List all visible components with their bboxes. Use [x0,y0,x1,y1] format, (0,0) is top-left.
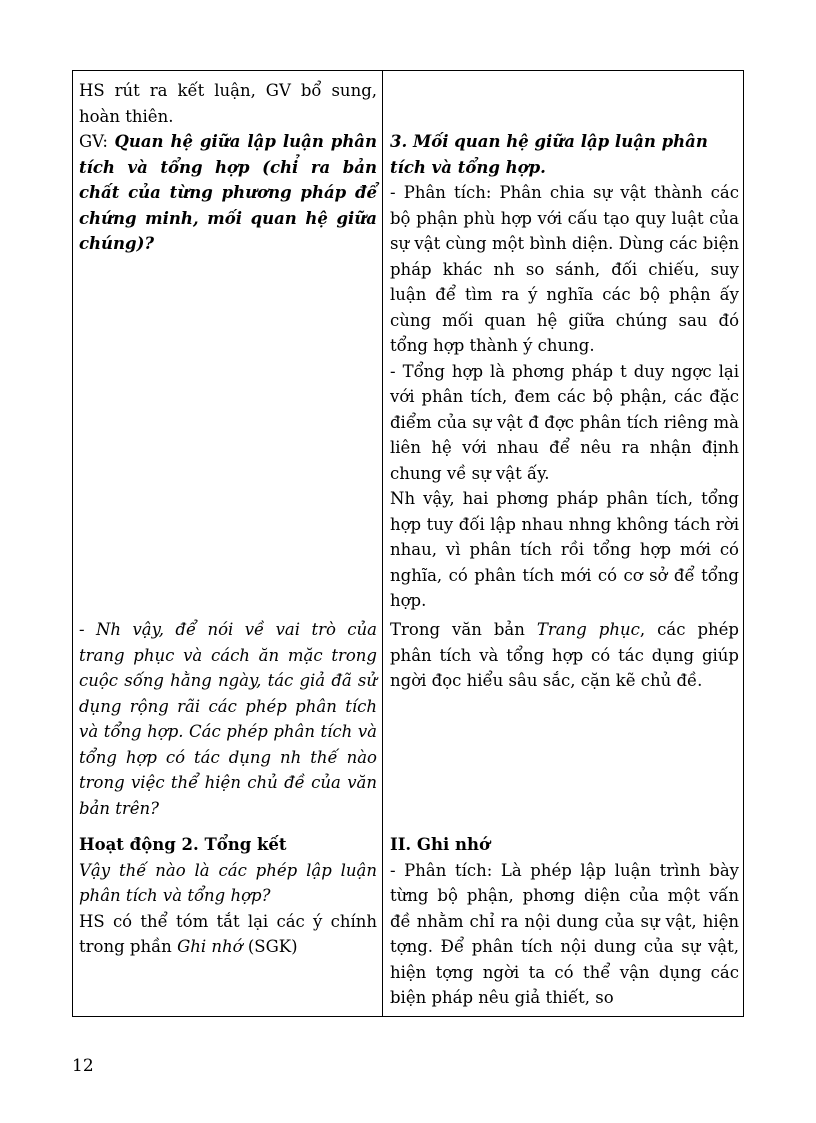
summary-note [79,909,377,960]
summary-note-after: (SGK) [242,937,298,956]
question-prefix: GV: [79,132,115,151]
conclusion-note: HS rút ra kết luận, GV bổ sung, hoàn thiên. [79,81,377,126]
right-cell-answer [390,617,739,694]
answer-italic: Trang phục [536,620,640,639]
left-cell-question-role [79,617,377,821]
summary-note-before: HS có thể tóm tắt lại các ý chính trong phần [79,911,377,956]
synthesis-paragraph: - Tổng hợp là phơng pháp t duy ngợc lại với phân tích, đem các bộ phận, các đặc điểm của sự vật đ đợc phân tích riêng mà liên hệ với nhau để nêu ra nhận định chung về sự vật ấy. [390,361,739,483]
answer-paragraph [390,617,739,694]
memo-paragraph: - Phân tích: Là phép lập luận trình bày từng bộ phận, phơng diện của một vấn đề nhằm chỉ ra nội dung của sự vật, hiện tợng. Để phân tích nội dung của sự vật, hiện tợng ngời ta có thể vận dụng các biện pháp nêu giả thiết, so [390,860,739,1007]
question-relationship-text: Quan hệ giữa lập luận phân tích và tổng hợp (chỉ ra bản chất của từng phương pháp để chứng minh, mối quan hệ giữa chúng)? [79,132,377,253]
right-cell-memo [390,832,739,1011]
left-cell-intro [79,78,377,257]
left-cell-summary [79,832,377,960]
summary-note-italic: Ghi nhớ [177,937,243,956]
question-relationship [79,129,377,257]
question-role: - Nh vậy, để nói về vai trò của trang phục và cách ăn mặc trong cuộc sống hằng ngày, tác giả đã sử dụng rộng rãi các phép phân tích và tổng hợp. Các phép phân tích và tổng hợp có tác dụng nh thế nào trong việc thể hiện chủ đề của văn bản trên? [79,620,377,818]
relation-paragraph: Nh vậy, hai phơng pháp phân tích, tổng hợp tuy đối lập nhau nhng không tách rời nhau, vì phân tích rồi tổng hợp mới có nghĩa, có phân tích mới có cơ sở để tổng hợp. [390,489,739,610]
section2-title: II. Ghi nhớ [390,835,491,854]
right-cell-relationship [390,129,739,614]
answer-after: , các phép phân tích và tổng hợp có tác dụng giúp ngời đọc hiểu sâu sắc, cặn kẽ chủ đề. [390,620,739,690]
analysis-paragraph: - Phân tích: Phân chia sự vật thành các bộ phận phù hợp với cấu tạo quy luật của sự vật cùng một bình diện. Dùng các biện pháp khác nh so sánh, đối chiếu, suy luận để tìm ra ý nghĩa các bộ phận ấy cùng mối quan hệ giữa chúng sau đó tổng hợp thành ý chung. [390,183,739,355]
answer-before: Trong văn bản [390,620,537,639]
page-number: 12 [72,1056,94,1076]
activity-title: Hoạt động 2. Tổng kết [79,835,287,854]
section3-title: 3. Mối quan hệ giữa lập luận phân tích và tổng hợp. [390,132,708,177]
column-divider [382,71,383,1016]
lesson-table [72,70,744,1017]
question-definition: Vậy thế nào là các phép lập luận phân tích và tổng hợp? [79,860,377,905]
